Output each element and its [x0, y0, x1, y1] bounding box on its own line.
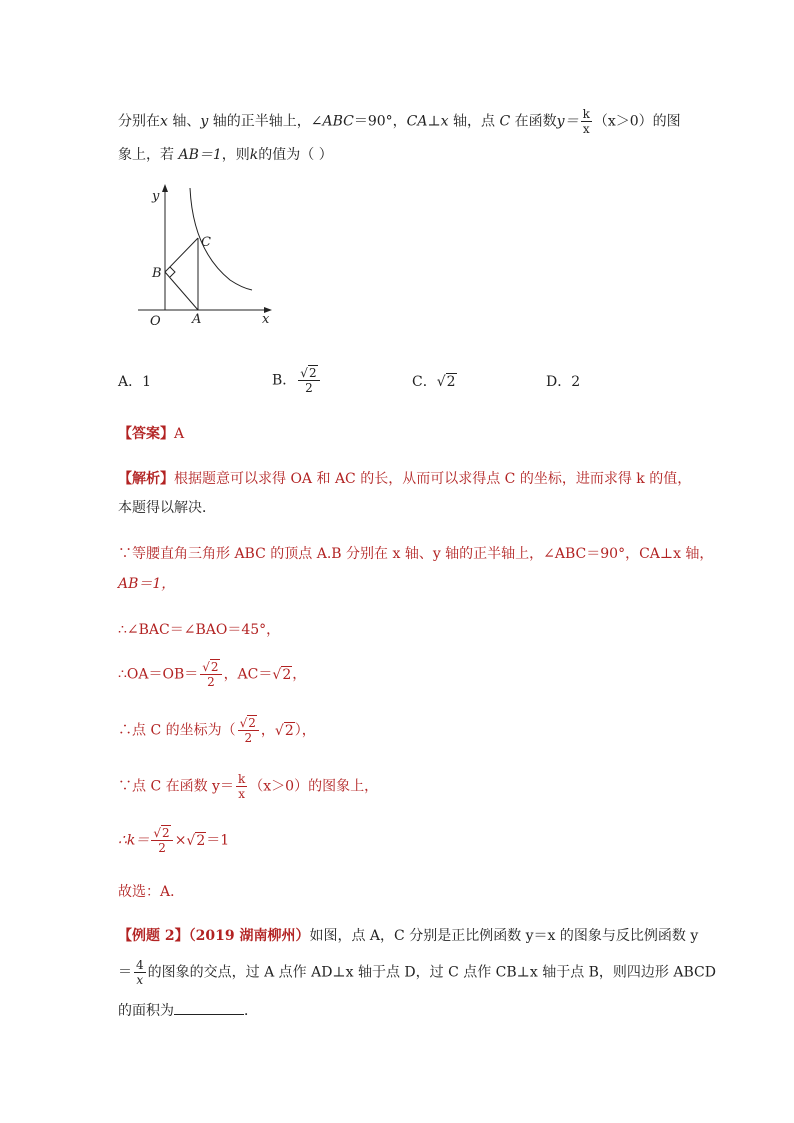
- label-x: x: [262, 312, 270, 327]
- answer-blank[interactable]: [174, 1000, 244, 1015]
- solution-step-3: ∴OA＝OB＝ $\frac{√2}{2}$ ，AC＝√2，: [118, 660, 307, 689]
- example2-line-3: 的面积为 ．: [118, 1000, 258, 1021]
- problem-line-1: 分别在x 轴、y 轴的正半轴上，∠ABC＝90°，CA⊥x 轴，点 C 在函数y＝ $\frac{k}{x}$ （x＞0）的图: [118, 107, 681, 136]
- hyperbola-curve: [190, 188, 252, 290]
- label-y: y: [152, 189, 160, 204]
- label-B: B: [152, 266, 162, 281]
- option-d: D．2: [546, 374, 581, 390]
- example2-line-2: ＝ $\frac{4}{x}$ 的图象的交点，过 A 点作 AD⊥x 轴于点 D，过 C 点作 CB⊥x 轴于点 B，则四边形 ABCD: [118, 958, 716, 987]
- example2-line-1: 【例题 2】（2019 湖南柳州）如图，点 A，C 分别是正比例函数 y＝x 的图象与反比例函数 y: [118, 928, 699, 944]
- segment-BC: [165, 238, 198, 272]
- solution-step-5: ∵点 C 在函数 y＝ $\frac{k}{x}$ （x＞0）的图象上，: [118, 772, 379, 801]
- right-angle-mark: [170, 267, 175, 277]
- label-C: C: [201, 235, 211, 250]
- option-c: C．√2: [412, 374, 456, 390]
- fraction-k-over-x: $\frac{k}{x}$: [582, 107, 590, 136]
- y-axis-arrow: [162, 184, 168, 192]
- analysis-line-1: 【解析】根据题意可以求得 OA 和 AC 的长，从而可以求得点 C 的坐标，进而求得 k 的值，: [118, 471, 692, 487]
- solution-step-4: ∴点 C 的坐标为（ $\frac{√2}{2}$ ，√2），: [118, 716, 316, 745]
- geometry-figure: [130, 180, 290, 340]
- solution-step-2: ∴∠BAC＝∠BAO＝45°，: [118, 622, 281, 638]
- solution-step-1b: AB＝1，: [118, 576, 176, 592]
- solution-step-1a: ∵等腰直角三角形 ABC 的顶点 A.B 分别在 x 轴、y 轴的正半轴上，∠ABC＝90°，CA⊥x 轴，: [118, 546, 714, 562]
- analysis-line-2: 本题得以解决．: [118, 500, 216, 516]
- option-b: B． $\frac{√2}{2}$: [272, 366, 322, 395]
- problem-line-2: 象上，若 AB＝1，则k的值为（ ）: [118, 147, 333, 163]
- solution-step-6: ∴k＝ $\frac{√2}{2}$ ×√2＝1: [118, 826, 230, 855]
- option-a: A．1: [118, 374, 152, 390]
- label-A: A: [192, 312, 202, 327]
- segment-BA: [165, 272, 198, 310]
- answer-line: 【答案】A: [118, 426, 185, 442]
- final-choice: 故选：A．: [118, 884, 185, 900]
- label-O: O: [150, 314, 161, 329]
